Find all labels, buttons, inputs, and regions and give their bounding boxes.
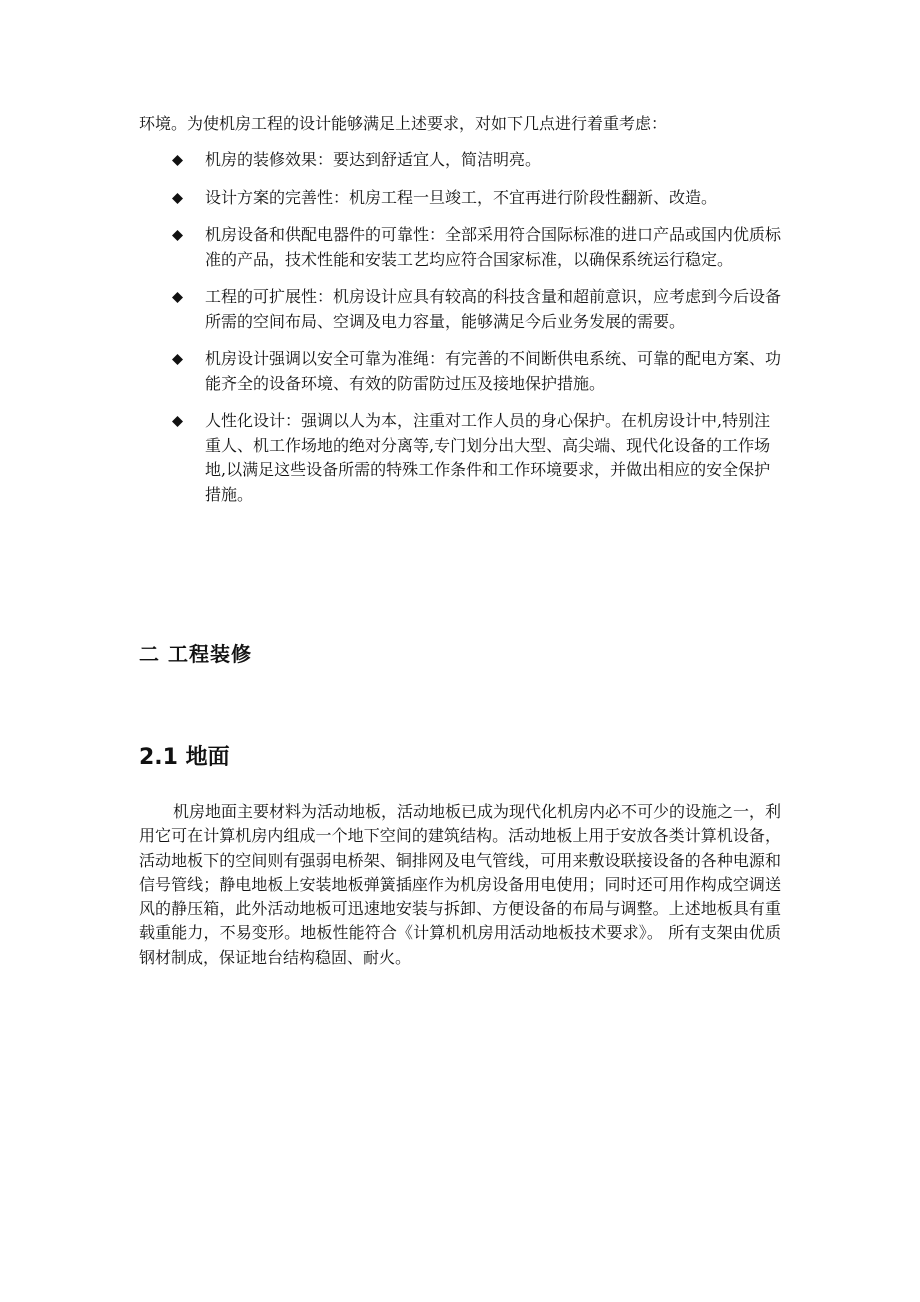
diamond-bullet-icon	[172, 416, 183, 427]
list-item	[172, 148, 784, 173]
subsection-heading: 2.1 地面	[139, 745, 230, 770]
diamond-bullet-icon	[172, 155, 183, 166]
intro-paragraph: 环境。为使机房工程的设计能够满足上述要求，对如下几点进行着重考虑：	[139, 114, 668, 133]
list-item	[172, 285, 784, 334]
list-item	[172, 186, 784, 211]
considerations-list	[172, 148, 784, 520]
list-item-text: 机房设计强调以安全可靠为准绳：有完善的不间断供电系统、可靠的配电方案、功能齐全的设备环境、有效的防雷防过压及接地保护措施。	[205, 349, 782, 393]
list-item-text: 机房的装修效果：要达到舒适宜人，简洁明亮。	[205, 150, 542, 169]
list-item-text: 人性化设计：强调以人为本，注重对工作人员的身心保护。在机房设计中,特别注重人、机工作场地的绝对分离等,专门划分出大型、高尖端、现代化设备的工作场地,以满足这些设备所需的特殊工作条件和工作环境要求，并做出相应的安全保护措施。	[205, 411, 771, 504]
list-item	[172, 223, 784, 272]
list-item	[172, 347, 784, 396]
list-item-text: 工程的可扩展性：机房设计应具有较高的科技含量和超前意识，应考虑到今后设备所需的空间布局、空调及电力容量，能够满足今后业务发展的需要。	[205, 287, 782, 331]
list-item-text: 设计方案的完善性：机房工程一旦竣工，不宜再进行阶段性翻新、改造。	[205, 187, 718, 207]
diamond-bullet-icon	[172, 193, 183, 204]
list-item-text: 机房设备和供配电器件的可靠性：全部采用符合国际标准的进口产品或国内优质标准的产品，技术性能和安装工艺均应符合国家标准，以确保系统运行稳定。	[205, 225, 782, 269]
diamond-bullet-icon	[172, 354, 183, 365]
list-item	[172, 409, 784, 507]
floor-paragraph: 机房地面主要材料为活动地板，活动地板已成为现代化机房内必不可少的设施之一，利用它可在计算机房内组成一个地下空间的建筑结构。活动地板上用于安放各类计算机设备，活动地板下的空间则有强弱电桥架、铜排网及电气管线，可用来敷设联接设备的各种电源和信号管线；静电地板上安装地板弹簧插座作为机房设备用电使用；同时还可用作构成空调送风的静压箱，此外活动地板可迅速地安装与拆卸、方便设备的布局与调整。上述地板具有重载重能力，不易变形。地板性能符合《计算机机房用活动地板技术要求》。 所有支架由优质钢材制成，保证地台结构稳固、耐火。	[139, 802, 782, 967]
diamond-bullet-icon	[172, 230, 183, 241]
diamond-bullet-icon	[172, 292, 183, 303]
section-heading: 二 工程装修	[139, 642, 252, 666]
